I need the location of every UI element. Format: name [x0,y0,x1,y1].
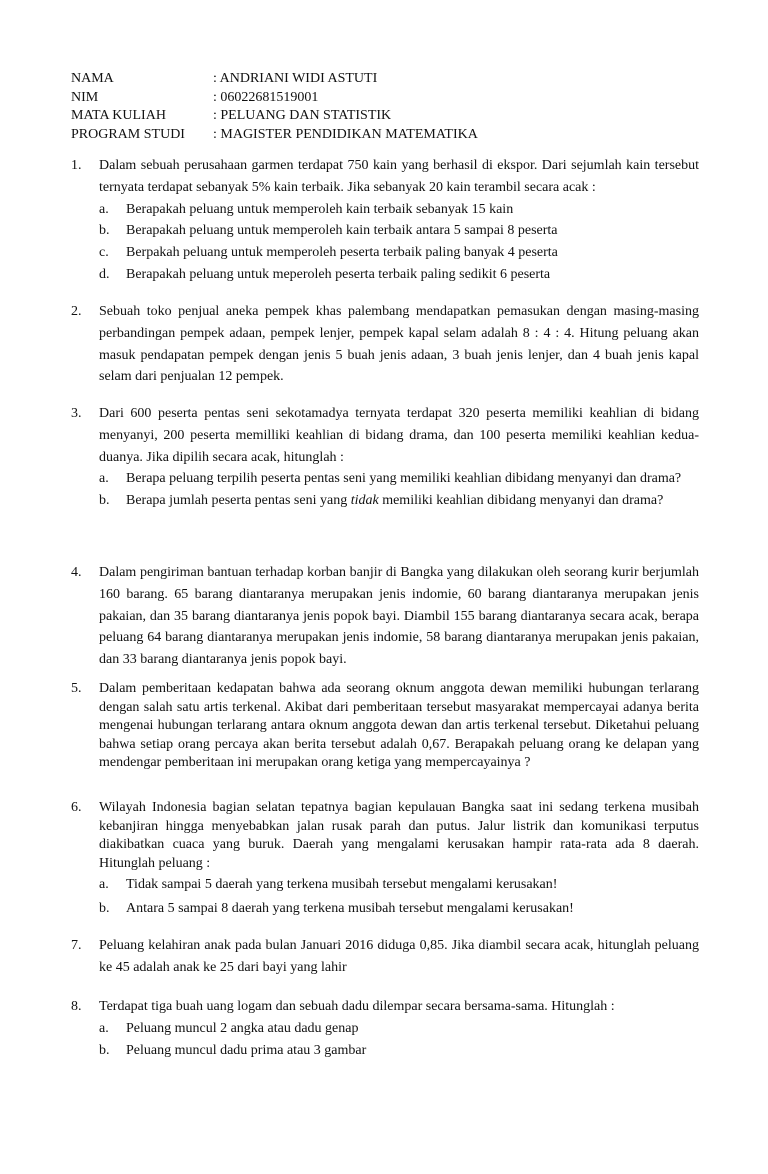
header-label: MATA KULIAH [71,108,166,123]
sub-text: Peluang muncul 2 angka atau dadu genap [126,1020,359,1036]
sub-letter: b. [99,493,110,509]
question-text: Dalam sebuah perusahaan garmen terdapat 750 kain yang berhasil di ekspor. Dari sejumlah kain tersebut ternyata terdapat sebanyak 5% kain terbaik. Jika sebanyak 20 kain terambil secara acak : [99,158,699,195]
sub-text: Berapa peluang terpilih peserta pentas seni yang memiliki keahlian dibidang menyanyi dan drama? [126,471,682,487]
sub-question-a [99,199,699,221]
sub-question-b [99,1040,699,1062]
question-text: Dari 600 peserta pentas seni sekotamadya ternyata terdapat 320 peserta memiliki keahlian di bidang menyanyi, 200 peserta memilliki keahlian di bidang drama, dan 100 peserta memiliki keahlian kedua-duanya. Jika dipilih secara acak, hitunglah : [99,406,699,465]
sub-letter: b. [99,900,110,916]
header-row-program-studi [71,126,478,145]
header-row-mata-kuliah [71,107,478,126]
sub-text-italic: tidak [350,493,379,509]
sub-text: Berapakah peluang untuk memperoleh kain terbaik antara 5 sampai 8 peserta [126,223,558,239]
sub-text: Berapakah peluang untuk meperoleh peserta terbaik paling sedikit 6 peserta [126,266,551,282]
question-8 [71,996,699,1061]
sub-letter: a. [99,1020,109,1036]
question-number: 2. [71,304,82,319]
question-6 [71,799,699,919]
sub-letter: b. [99,223,110,239]
question-text: Wilayah Indonesia bagian selatan tepatnya bagian kepulauan Bangka saat ini sedang terkena musibah kebanjiran hingga menyebabkan jalan rusak parah dan putus. Jalur listrik dan komunikasi terputus diakibatkan cuaca yang buruk. Daerah yang mengalami kerusakan hampir rata-rata ada 8 daerah. Hitunglah peluang : [99,800,699,871]
header-label: NAMA [71,71,114,86]
question-5 [71,680,699,773]
sub-text: Berapakah peluang untuk memperoleh kain terbaik sebanyak 15 kain [126,201,514,217]
question-text: Peluang kelahiran anak pada bulan Januari 2016 diduga 0,85. Jika diambil secara acak, hitunglah peluang ke 45 adalah anak ke 25 dari bayi yang lahir [99,938,699,975]
question-number: 4. [71,565,82,580]
question-1 [71,155,699,286]
sub-question-a [99,876,699,895]
sub-letter: c. [99,245,109,261]
sub-text: Peluang muncul dadu prima atau 3 gambar [126,1042,367,1058]
question-text: Dalam pengiriman bantuan terhadap korban banjir di Bangka yang dilakukan oleh seorang kurir berjumlah 160 barang. 65 barang diantaranya merupakan jenis indomie, 60 barang diantaranya merupakan jenis pakaian, dan 35 barang diantaranya jenis popok bayi. Diambil 155 barang diantaranya secara acak, berapa peluang 64 barang diantaranya merupakan jenis indomie, 58 barang diantaranya merupakan jenis pakaian, dan 33 barang diantaranya jenis popok bayi. [99,565,699,668]
header-value: : MAGISTER PENDIDIKAN MATEMATIKA [213,126,478,142]
header-row-nama [71,70,478,89]
sub-question-a [99,468,699,490]
student-info-header [71,70,478,144]
sub-question-b [99,220,699,242]
question-4 [71,562,699,671]
question-text: Terdapat tiga buah uang logam dan sebuah dadu dilempar secara bersama-sama. Hitunglah : [99,999,615,1014]
header-value: : PELUANG DAN STATISTIK [213,108,392,123]
sub-question-b [99,490,699,512]
header-label: NIM [71,89,99,105]
sub-question-a [99,1018,699,1040]
question-2 [71,301,699,388]
sub-letter: b. [99,1042,110,1058]
question-number: 6. [71,800,82,815]
question-text: Dalam pemberitaan kedapatan bahwa ada seorang oknum anggota dewan memiliki hubungan terlarang dengan salah satu artis terkenal. Akibat dari pemberitaan tersebut masyarakat mempercayai adanya berita mengenai hubungan terlarang antara oknum anggota dewan dan artis terkenal tersebut. Diketahui peluang bahwa setiap orang percaya akan berita tersebut adalah 0,67. Berapakah peluang orang ke delapan yang mendengar pemberitaan ini merupakan orang ketiga yang mempercayainya ? [99,681,699,771]
question-number: 3. [71,406,82,421]
header-value: : ANDRIANI WIDI ASTUTI [213,71,378,86]
question-3 [71,403,699,512]
question-7 [71,935,699,979]
question-number: 5. [71,681,82,696]
question-number: 1. [71,158,82,173]
question-number: 8. [71,999,82,1014]
sub-text-after: memiliki keahlian dibidang menyanyi dan drama? [378,493,664,509]
sub-letter: a. [99,877,109,893]
sub-question-d [99,264,699,286]
sub-text: Berpakah peluang untuk memperoleh peserta terbaik paling banyak 4 peserta [126,245,558,261]
header-row-nim [71,89,478,108]
sub-text: Antara 5 sampai 8 daerah yang terkena musibah tersebut mengalami kerusakan! [126,900,574,916]
sub-text: Tidak sampai 5 daerah yang terkena musibah tersebut mengalami kerusakan! [126,877,558,893]
sub-letter: d. [99,266,110,282]
sub-letter: a. [99,471,109,487]
sub-letter: a. [99,201,109,217]
sub-text-before: Berapa jumlah peserta pentas seni yang [126,493,351,509]
sub-question-b [99,900,699,919]
sub-question-c [99,242,699,264]
header-label: PROGRAM STUDI [71,126,185,142]
question-number: 7. [71,938,82,953]
question-text: Sebuah toko penjual aneka pempek khas palembang mendapatkan pemasukan dengan masing-masing perbandingan pempek adaan, pempek lenjer, pempek kapal selam adalah 8 : 4 : 4. Hitung peluang akan masuk pendapatan pempek dengan jenis 5 buah jenis adaan, 3 buah jenis lenjer, dan 4 buah jenis kapal selam dari penjualan 12 pempek. [99,304,699,385]
header-value: : 06022681519001 [213,89,319,105]
